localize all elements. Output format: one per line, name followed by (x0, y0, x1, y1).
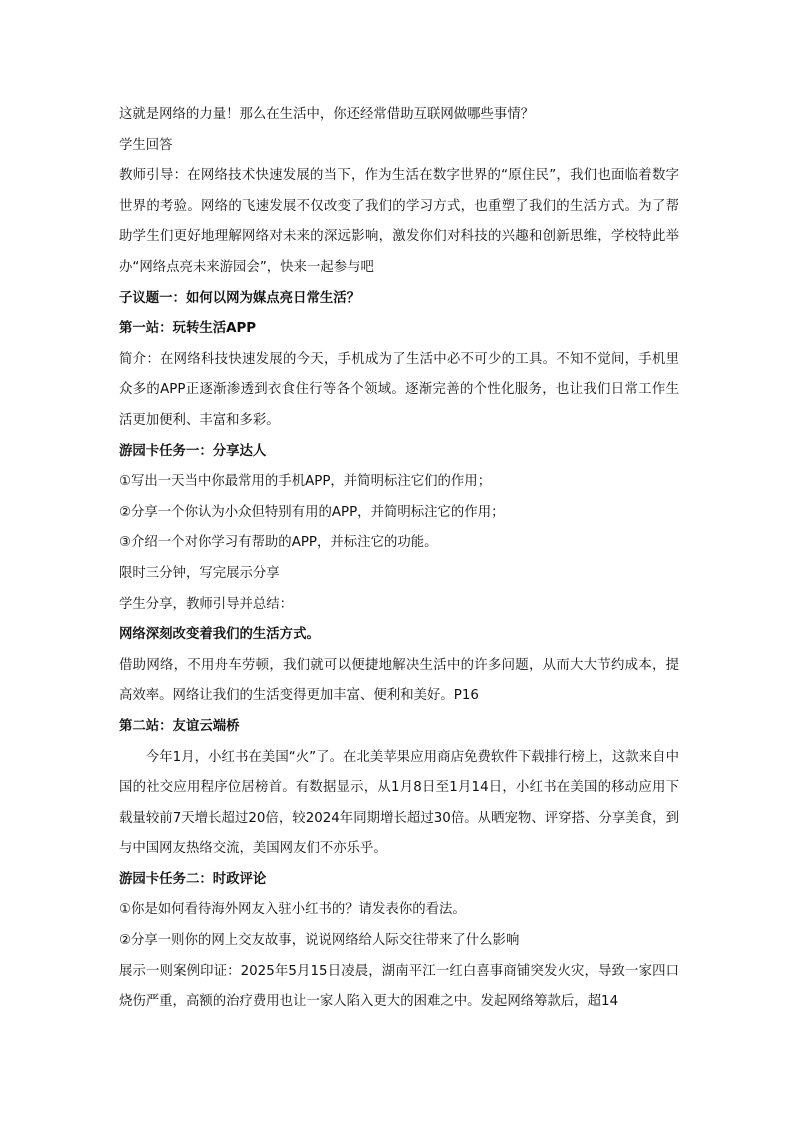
subtopic-heading-1: 子议题一：如何以网为媒点亮日常生活？ (119, 290, 361, 306)
task-1-item-2: ②分享一个你认为小众但特别有用的APP，并简明标注它的作用； (119, 504, 505, 520)
paragraph-station-1-intro: 简介：在网络科技快速发展的今天，手机成为了生活中必不可少的工具。不知不觉间，手机里众多的APP正逐渐渗透到衣食住行等各个领域。逐渐完善的个性化服务，也让我们日常工作生活更加便利、丰富和多彩。 (119, 351, 679, 428)
station-heading-1: 第一站：玩转生活APP (119, 321, 257, 337)
task-1-item-1: ①写出一天当中你最常用的手机APP，并简明标注它们的作用； (119, 474, 492, 490)
paragraph-intro-question: 这就是网络的力量！那么在生活中，你还经常借助互联网做哪些事情？ (119, 107, 535, 122)
task-2-item-1: ①你是如何看待海外网友入驻小红书的？请发表你的看法。 (119, 902, 466, 918)
paragraph-student-answer: 学生回答 (119, 137, 173, 153)
paragraph-station-2-news: 今年1月，小红书在美国“火”了。在北美苹果应用商店免费软件下载排行榜上，这款来自中国的社交应用程序位居榜首。有数据显示，从1月8日至1月14日，小红书在美国的移动应用下载量较前7天增长超过20倍，较2024年同期增长超过30倍。从晒宠物、评穿搭、分享美食，到与中国网友热络交流，美国网友们不亦乐乎。 (119, 749, 679, 857)
task-heading-2: 游园卡任务二：时政评论 (119, 871, 267, 887)
task-heading-1: 游园卡任务一：分享达人 (119, 443, 267, 459)
paragraph-time-limit: 限时三分钟，写完展示分享 (119, 565, 280, 581)
task-2-item-2: ②分享一则你的网上交友故事，说说网络给人际交往带来了什么影响 (119, 933, 520, 949)
conclusion-heading: 网络深刻改变着我们的生活方式。 (119, 627, 320, 643)
paragraph-conclusion: 借助网络，不用舟车劳顿，我们就可以便捷地解决生活中的许多问题，从而大大节约成本，提高效率。网络让我们的生活变得更加丰富、便利和美好。P16 (119, 657, 679, 704)
paragraph-case-example: 展示一则案例印证：2025年5月15日凌晨，湖南平江一红白喜事商铺突发火灾，导致一家四口烧伤严重，高额的治疗费用也让一家人陷入更大的困难之中。发起网络筹款后，超14 (119, 963, 679, 1010)
task-1-item-3: ③介绍一个对你学习有帮助的APP，并标注它的功能。 (119, 535, 438, 551)
paragraph-teacher-guide: 教师引导：在网络技术快速发展的当下，作为生活在数字世界的“原住民”，我们也面临着数字世界的考验。网络的飞速发展不仅改变了我们的学习方式，也重塑了我们的生活方式。为了帮助学生们更好地理解网络对未来的深远影响，激发你们对科技的兴趣和创新思维，学校特此举办“网络点亮未来游园会”，快来一起参与吧 (119, 168, 679, 275)
document-page (119, 100, 679, 1018)
station-heading-2: 第二站：友谊云端桥 (119, 718, 240, 734)
paragraph-student-share: 学生分享，教师引导并总结： (119, 596, 294, 612)
